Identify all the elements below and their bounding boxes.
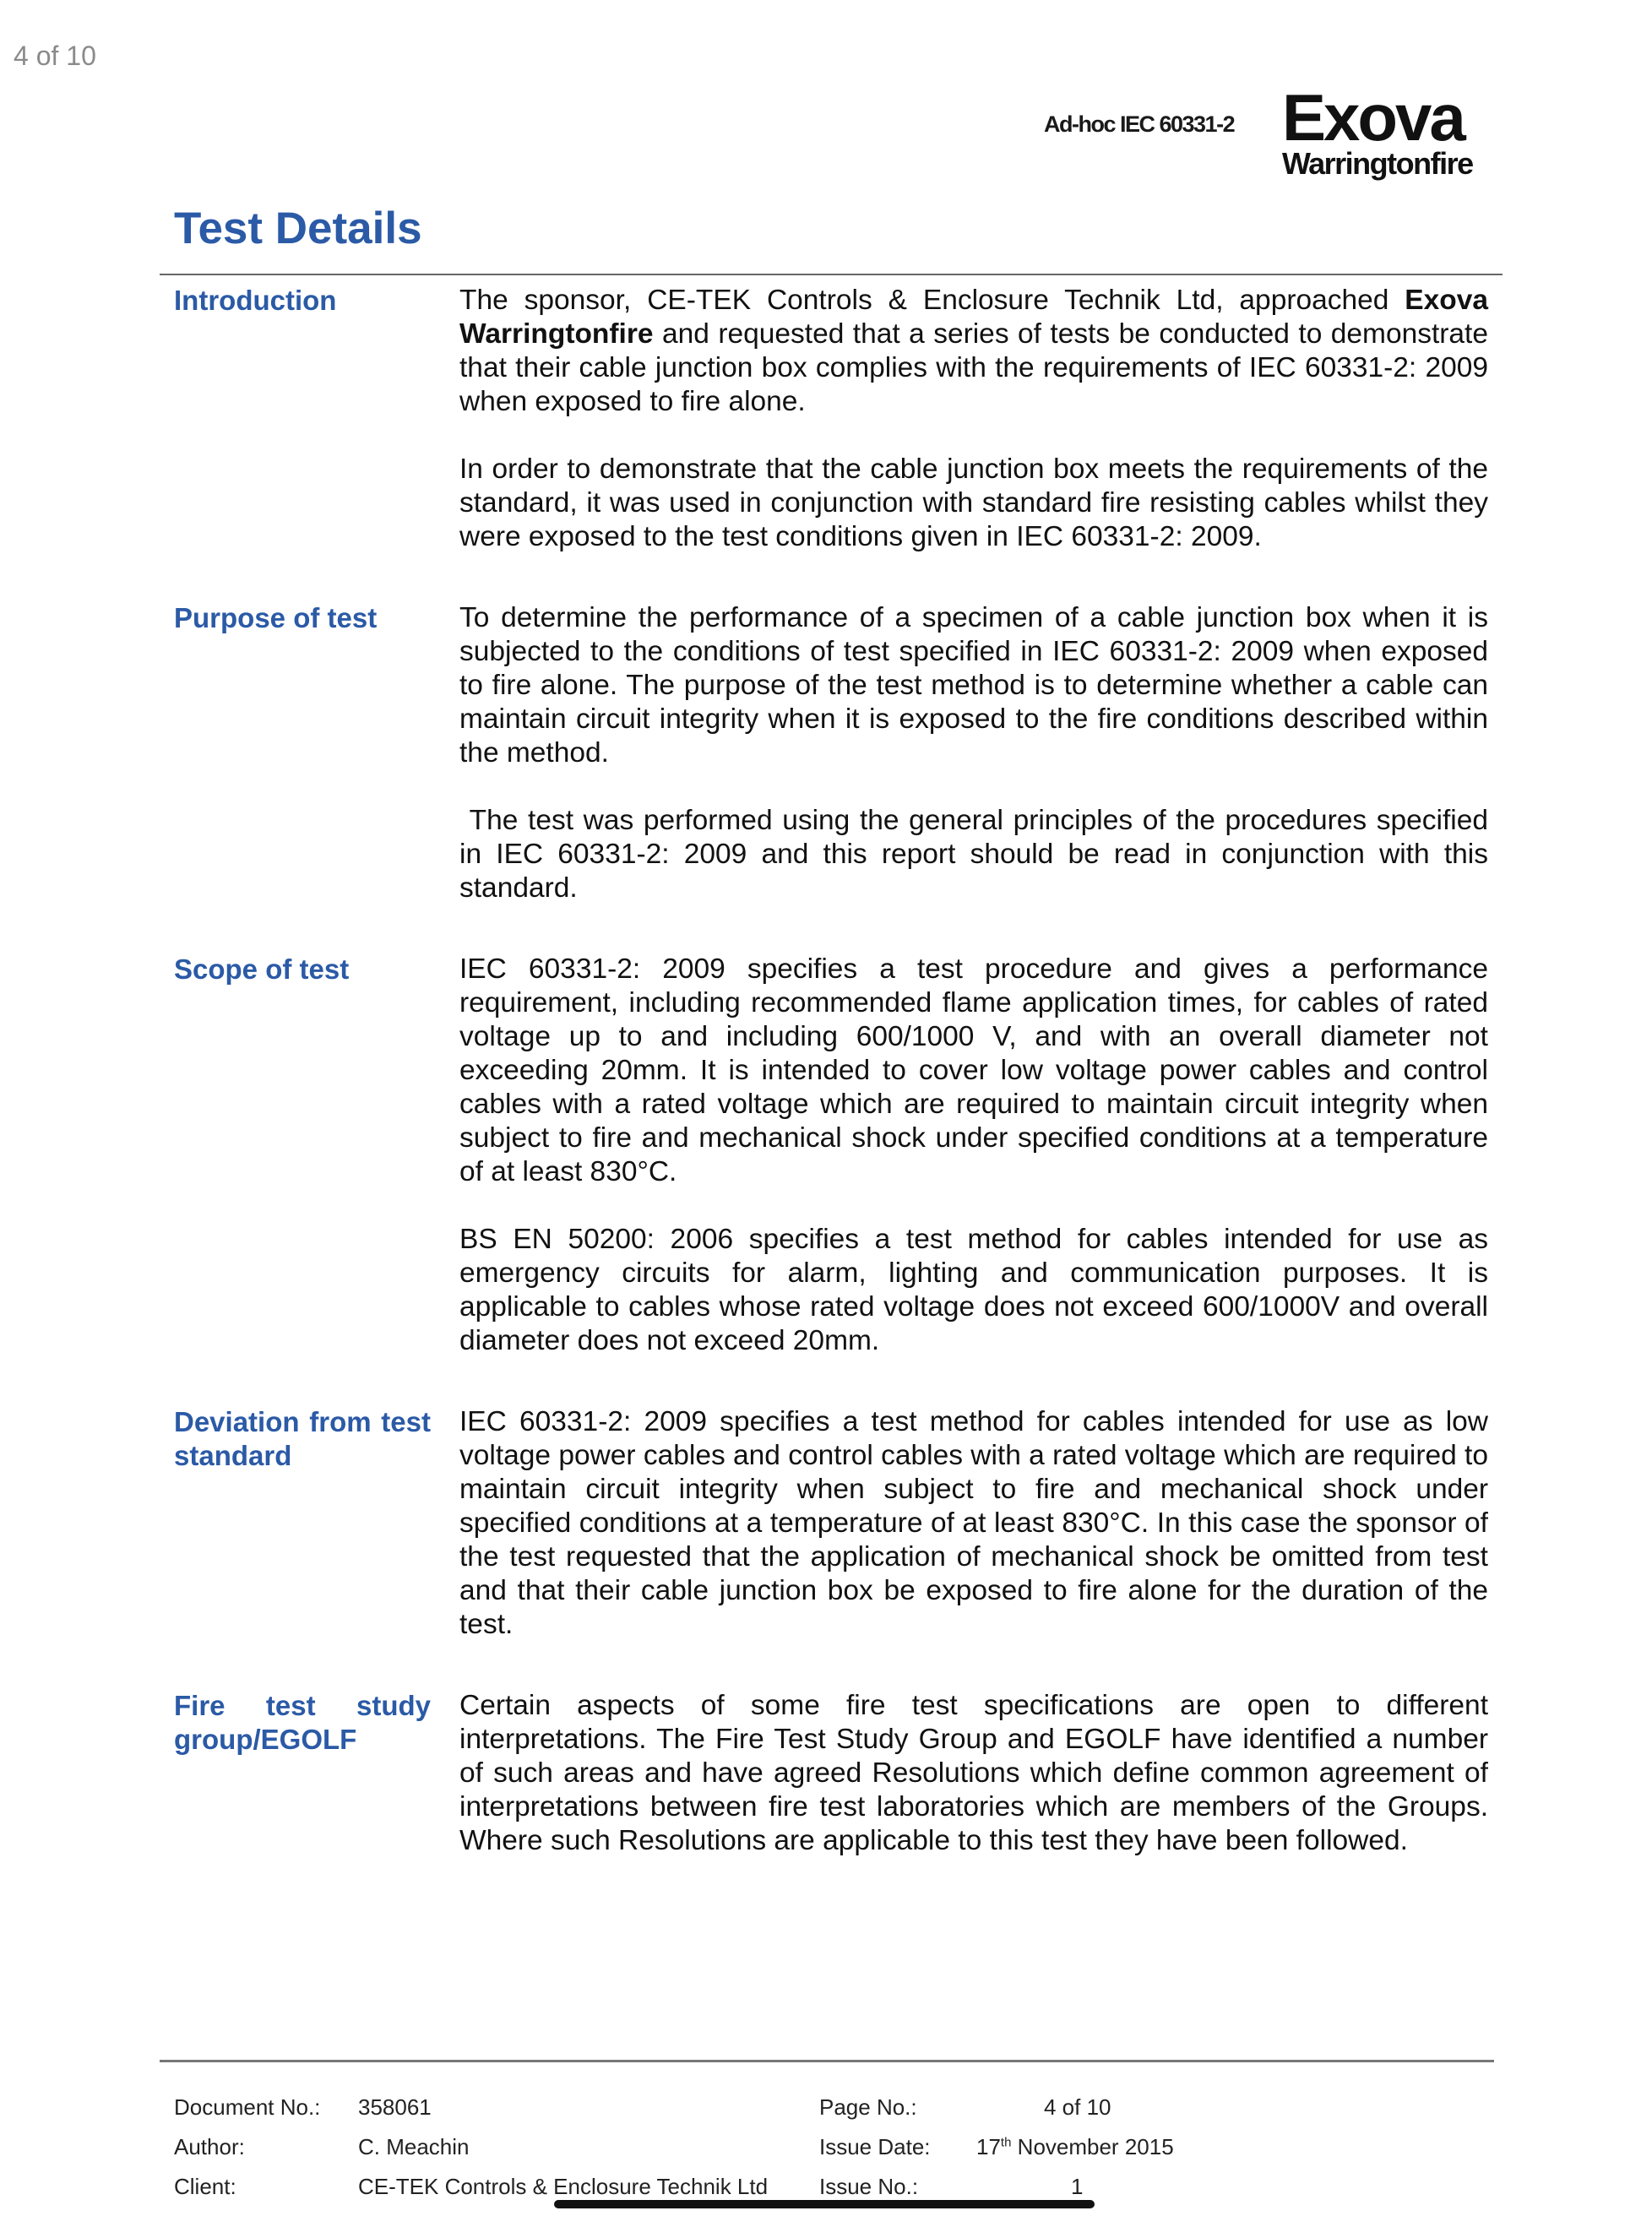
page-no-label: Page No.:	[819, 2094, 917, 2120]
issue-date-label: Issue Date:	[819, 2134, 931, 2159]
section-label: Fire test study group/EGOLF	[174, 1690, 431, 1755]
section-deviation-from-test-standard	[174, 1405, 1488, 1642]
paragraph: BS EN 50200: 2006 specifies a test method for cables intended for use as emergency circuits for alarm, lighting and communication purposes. It is applicable to cables whose rated voltage does not exceed 600/1000V and overall diameter does not exceed 20mm.	[459, 1224, 1488, 1356]
viewer-page-indicator: 4 of 10	[14, 41, 96, 71]
section-body	[459, 284, 1488, 554]
footer-row	[174, 2094, 1187, 2134]
paragraph: IEC 60331-2: 2009 specifies a test procedure and gives a performance requirement, including recommended flame application times, for cables of rated voltage up to and including 600/1000 V, and with an overall diameter not exceeding 20mm. It is intended to cover low voltage power cables and control cables with a rated voltage which are required to maintain circuit integrity when subject to fire and mechanical shock under specified conditions at a temperature of at least 830°C.	[459, 953, 1488, 1187]
section-body	[459, 953, 1488, 1358]
section-introduction	[174, 284, 1488, 554]
paragraph: Certain aspects of some fire test specifications are open to different interpretations. The Fire Test Study Group and EGOLF have identified a number of such areas and have agreed Resolutions which define common agreement of interpretations between fire test laboratories which are members of the Groups. Where such Resolutions are applicable to this test they have been followed.	[459, 1690, 1488, 1856]
footer-divider	[160, 2060, 1494, 2062]
bold-company-name: Exova Warringtonfire	[459, 285, 1488, 350]
client-value: CE-TEK Controls & Enclosure Technik Ltd	[358, 2174, 769, 2199]
page-no-value: 4 of 10	[1044, 2094, 1111, 2120]
paragraph: IEC 60331-2: 2009 specifies a test method for cables intended for use as low voltage power cables and control cables with a rated voltage which are required to maintain circuit integrity when subject to fire and mechanical shock under specified conditions at a temperature of at least 830°C. In this case the sponsor of the test requested that the application of mechanical shock be omitted from test and that their cable junction box be exposed to fire alone for the duration of the test.	[459, 1406, 1488, 1640]
paragraph: The test was performed using the general principles of the procedures specified in IEC 60331-2: 2009 and this report should be read in conjunction with this standard.	[459, 805, 1497, 904]
logo-main-text: Exova	[1282, 80, 1464, 155]
paragraph: The sponsor, CE-TEK Controls & Enclosure Technik Ltd, approached Exova Warringtonfire and requested that a series of tests be conducted to demonstrate that their cable junction box complies with the requirements of IEC 60331-2: 2009 when exposed to fire alone.	[459, 285, 1488, 417]
section-label: Introduction	[174, 285, 337, 316]
title-divider	[160, 274, 1503, 275]
home-indicator[interactable]	[554, 2200, 1095, 2208]
section-label: Scope of test	[174, 953, 350, 985]
document-footer	[174, 2094, 1187, 2213]
client-label: Client:	[174, 2174, 236, 2199]
section-scope-of-test	[174, 953, 1488, 1358]
section-label: Purpose of test	[174, 602, 378, 633]
paragraph: In order to demonstrate that the cable junction box meets the requirements of the standard, it was used in conjunction with standard fire resisting cables whilst they were exposed to the test conditions given in IEC 60331-2: 2009.	[459, 454, 1488, 552]
paragraph: To determine the performance of a specimen of a cable junction box when it is subjected to the conditions of test specified in IEC 60331-2: 2009 when exposed to fire alone. The purpose of the test method is to determine whether a cable can maintain circuit integrity when it is exposed to the fire conditions described within the method.	[459, 602, 1488, 769]
section-fire-test-study-group	[174, 1689, 1488, 1858]
exova-logo	[1282, 80, 1485, 181]
section-body	[459, 601, 1497, 905]
issue-no-value: 1	[1071, 2174, 1084, 2199]
section-label: Deviation from test standard	[174, 1406, 431, 1471]
issue-date-value: 17th November 2015	[976, 2134, 1174, 2159]
footer-row	[174, 2134, 1187, 2174]
author-value: C. Meachin	[358, 2134, 470, 2159]
document-no-label: Document No.:	[174, 2094, 321, 2120]
page-title: Test Details	[174, 204, 422, 253]
logo-sub-text: Warringtonfire	[1282, 146, 1473, 181]
section-body	[459, 1689, 1488, 1858]
document-reference: Ad-hoc IEC 60331-2	[1044, 111, 1235, 137]
section-purpose-of-test	[174, 601, 1497, 905]
section-body	[459, 1405, 1488, 1642]
document-no-value: 358061	[358, 2094, 432, 2120]
issue-no-label: Issue No.:	[819, 2174, 919, 2199]
test-details-sections	[174, 284, 1497, 1905]
author-label: Author:	[174, 2134, 245, 2159]
